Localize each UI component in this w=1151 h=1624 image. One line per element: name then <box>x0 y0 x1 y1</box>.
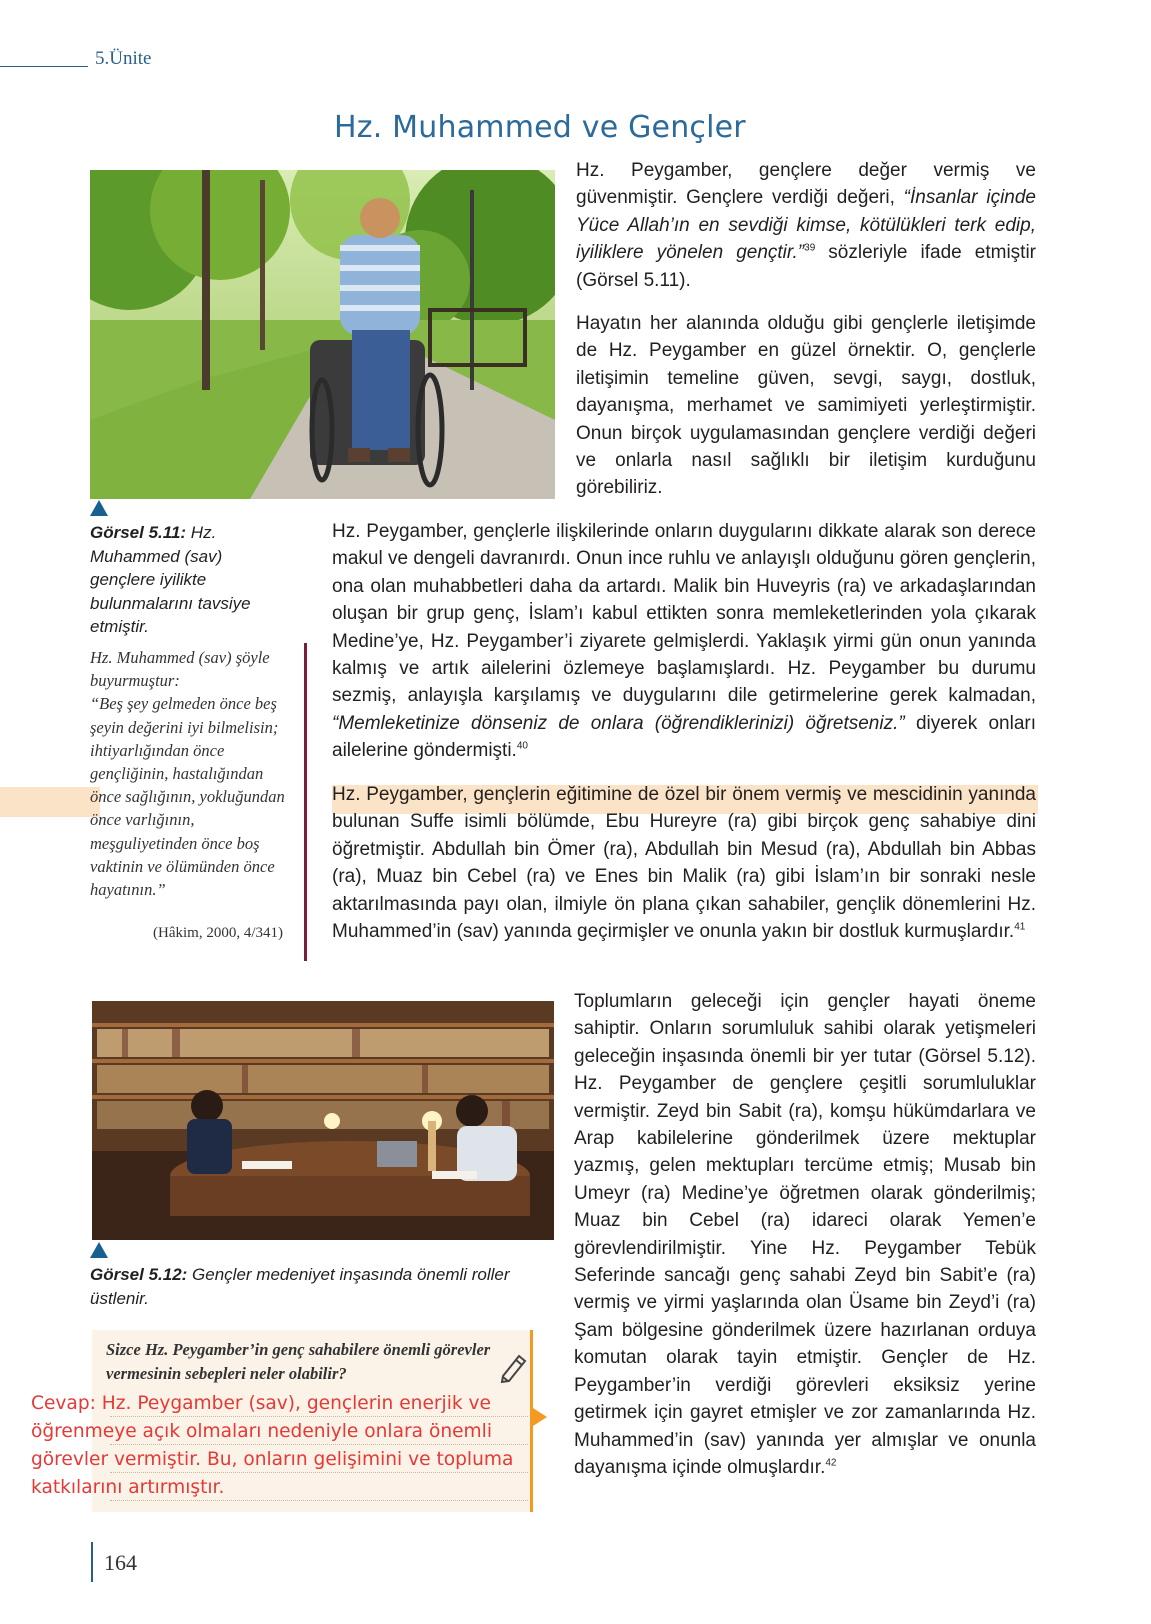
side-highlight-band <box>0 787 100 817</box>
paragraph-1-text: Hz. Peygamber, gençlere değer vermiş ve güvenmiştir. Gençlere verdiği değeri, <box>576 160 1036 209</box>
paragraph-5 <box>574 988 1036 1481</box>
hadith-source: (Hâkim, 2000, 4/341) <box>153 925 283 941</box>
figure-5-12-label: Görsel 5.12: <box>90 1265 188 1284</box>
hadith-intro: Hz. Muhammed (sav) şöyle buyurmuştur: <box>90 648 270 691</box>
answer-text: Cevap: Hz. Peygamber (sav), gençlerin enerjik ve öğrenmeye açık olmaları nedeniyle onlara önemli görevler vermiştir. Bu, onların gelişimini ve topluma katkılarını artırmıştır. <box>31 1393 514 1498</box>
unit-label: 5.Ünite <box>95 48 152 69</box>
paragraph-3-quote: “Memleketinize dönseniz de onlara (öğrendiklerinizi) öğretseniz.” <box>332 712 905 734</box>
paragraph-1-quote: “İnsanlar içinde Yüce Allah’ın en sevdiği kimse, kötülükleri terk edip, iyiliklere yönelen gençtir.” <box>576 187 1036 264</box>
header-rule <box>0 66 88 67</box>
figure-5-12-photo <box>92 1001 554 1240</box>
paragraph-1-text-end: sözleriyle ifade etmiştir (Görsel 5.11). <box>576 242 1037 291</box>
figure-5-12-caption-text: Gençler medeniyet inşasında önemli roller üstlenir. <box>90 1265 510 1308</box>
page-title: Hz. Muhammed ve Gençler <box>334 110 746 145</box>
figure-5-12-caption <box>90 1263 530 1310</box>
footnote-ref-39: 39 <box>804 242 816 254</box>
figure-5-11-caption <box>90 521 290 639</box>
paragraph-5-text: Toplumların geleceği için gençler hayati öneme sahiptir. Onların sorumluluk sahibi olarak yetişmeleri geleceğin inşasında önemli bir yer tutar (Görsel 5.12). Hz. Peygamber de gençlere çeşitli sorumluluklar vermiştir. Zeyd bin Sabit (ra), komşu hükümdarlara ve Arap kabilelerine gönderilmek üzere mektuplar yazmış, gelen mektupları tercüme etmiş; Musab bin Umeyr (ra) Medine’ye öğretmen olarak gönderilmiş; Muaz bin Cebel (ra) idareci olarak Yemen’e görevlendirilmiştir. Yine Hz. Peygamber Tebük Seferinde sancağı genç sahabi Zeyd bin Sabit’e (ra) vermiş ve yirmi yaşlarında olan Üsame bin Zeyd’i (ra) Şam bölgesine gönderilmek üzere hazırlanan orduya komutan olarak tayin etmiştir. Gençler de Hz. Peygamber’in verdiği görevleri eksiksiz yerine getirmek için gayret etmişler ve zor zamanlarında Hz. Muhammed’in (sav) yanında yer almışlar ve onunla dayanışma içinde olmuşlardır. <box>574 991 1036 1478</box>
footnote-ref-42: 42 <box>825 1457 837 1469</box>
page-number: 164 <box>104 1550 137 1575</box>
question-text: Sizce Hz. Peygamber’in genç sahabilere önemli görevler vermesinin sebepleri neler olabilir? <box>106 1340 491 1383</box>
hadith-text: “Beş şey gelmeden önce beş şeyin değerini iyi bilmelisin; ihtiyarlığından önce gençliğinin, hastalığından önce sağlığının, yokluğundan önce varlığının, meşguliyetinden önce boş vaktinin ve ölümünden önce hayatının.” <box>90 694 285 900</box>
paragraph-4-text: Hz. Peygamber, gençlerin eğitimine de özel bir önem vermiş ve mescidinin yanında bulunan Suffe isimli bölümde, Ebu Hureyre (ra) gibi birçok genç sahabiye dini öğretmiştir. Abdullah bin Ömer (ra), Abdullah bin Mesud (ra), Abdullah bin Abbas (ra), Muaz bin Cebel (ra) ve Enes bin Malik (ra) gibi İslam’ın bir sonraki nesle aktarılmasında payı olan, ilmiyle ön plana çıkan sahabiler, gençlik dönemlerini Hz. Muhammed’in (sav) yanında geçirmişler ve onunla yakın bir dostluk kurmuşlardır. <box>332 784 1036 943</box>
paragraph-3-text: Hz. Peygamber, gençlerle ilişkilerinde onların duygularını dikkate alarak son derece makul ve dengeli davranırdı. Onun ince ruhlu ve anlayışlı olduğunu gören gençlerin, ona olan muhabbetleri daha da artardı. Malik bin Huveyris (ra) ve arkadaşlarından oluşan bir grup genç, İslam’ı kabul ettikten sonra memleketlerinden yola çıkarak Medine’ye, Hz. Peygamber’i ziyarete gelmişlerdi. Yaklaşık yirmi gün onun yanında kalmış ve artık ailelerini özlemeye başlamışlardı. Hz. Peygamber bu durumu sezmiş, anlayışla karşılamış ve duygularını dile getirmelerine gerek kalmadan, <box>332 521 1036 707</box>
paragraph-3-text-end: diyerek onları ailelerine göndermişti. <box>332 712 1036 762</box>
hadith-bar <box>304 643 307 961</box>
footnote-ref-41: 41 <box>1014 921 1026 933</box>
figure-5-11-photo <box>90 170 555 499</box>
paragraph-4 <box>332 781 1036 945</box>
page-number-bar <box>91 1542 93 1582</box>
footnote-ref-40: 40 <box>516 740 528 752</box>
paragraph-3 <box>332 518 1036 765</box>
figure-marker-triangle-icon-2 <box>90 1242 108 1258</box>
pencil-icon <box>497 1350 531 1384</box>
paragraph-2: Hayatın her alanında olduğu gibi gençlerle iletişimde de Hz. Peygamber en güzel örnektir. O, gençlerle iletişimin temeline güven, sevgi, saygı, dostluk, dayanışma, merhamet ve samimiyeti yerleştirmiştir. Onun birçok uygulamasından gençlere verdiği değeri ve onlarla nasıl sağlıklı bir iletişim kurduğunu görebiliriz. <box>576 313 1036 499</box>
figure-marker-triangle-icon <box>90 500 108 516</box>
figure-5-11-label: Görsel 5.11: <box>90 523 187 542</box>
hadith-block <box>90 646 295 901</box>
paragraph-1 <box>576 157 1036 294</box>
figure-5-11-caption-text: Hz. Muhammed (sav) gençlere iyilikte bulunmalarını tavsiye etmiştir. <box>90 523 251 636</box>
